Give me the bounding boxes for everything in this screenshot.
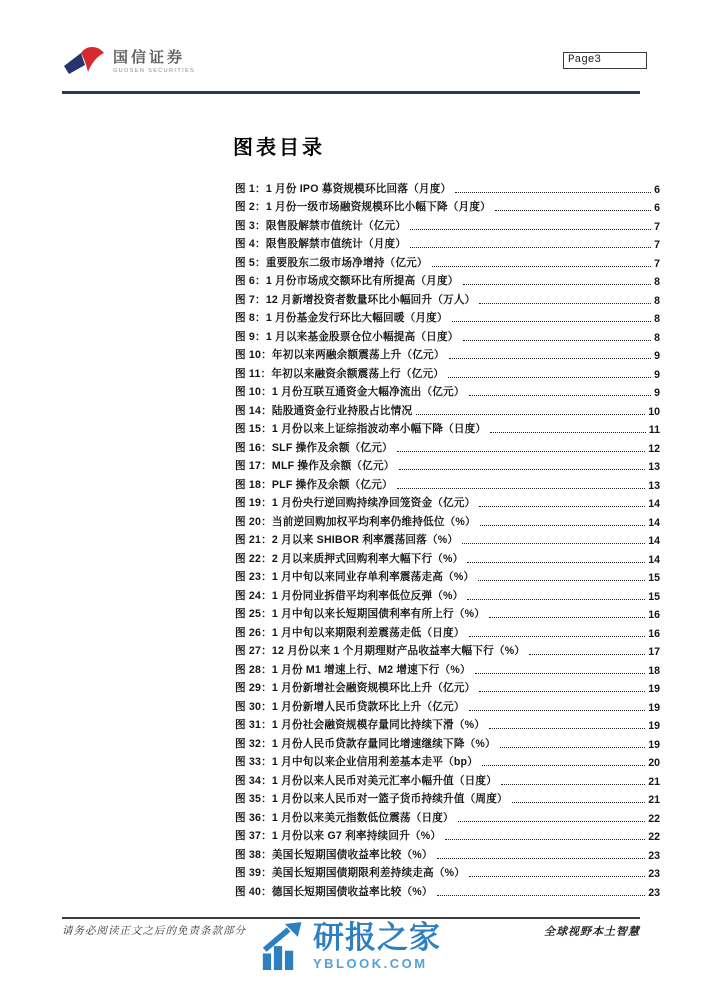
toc-dot-leader <box>479 303 651 304</box>
toc-entry-text: 图 1：1 月份 IPO 募资规模环比回落（月度） <box>235 182 452 195</box>
toc-page-number: 7 <box>654 239 660 251</box>
toc-dot-leader <box>437 895 646 896</box>
toc-page-number: 16 <box>648 609 660 621</box>
toc-dot-leader <box>482 765 645 766</box>
watermark <box>0 922 702 972</box>
toc-entry-text: 图 30：1 月份新增人民币贷款环比上升（亿元） <box>235 700 465 713</box>
toc-entry <box>235 381 660 400</box>
toc-entry <box>235 177 660 196</box>
toc-dot-leader <box>448 377 651 378</box>
toc-dot-leader <box>478 580 645 581</box>
toc-entry <box>235 880 660 899</box>
toc-entry-text: 图 31：1 月份社会融资规模存量同比持续下滑（%） <box>235 719 486 731</box>
toc-entry <box>235 751 660 770</box>
brand-logo <box>62 46 195 78</box>
toc-entry-text: 图 37：1 月份以来 G7 利率持续回升（%） <box>235 830 442 842</box>
toc-page-number: 13 <box>648 479 660 492</box>
toc-entry-text: 图 19：1 月份央行逆回购持续净回笼资金（亿元） <box>235 497 476 509</box>
toc-entry <box>235 492 660 511</box>
toc-dot-leader <box>410 229 651 230</box>
toc-dot-leader <box>467 562 645 563</box>
toc-page-number: 9 <box>654 368 660 381</box>
toc-entry <box>235 529 660 548</box>
toc-dot-leader <box>500 747 645 748</box>
toc-page-number: 19 <box>648 738 660 751</box>
toc-page-number: 21 <box>648 775 660 788</box>
toc-page-number: 22 <box>648 831 660 843</box>
toc-page-number: 22 <box>648 812 660 825</box>
toc-dot-leader <box>452 321 651 322</box>
toc-entry-text: 图 39：美国长短期国债期限利差持续走高（%） <box>235 867 466 879</box>
toc-entry-text: 图 3：限售股解禁市值统计（亿元） <box>235 219 407 232</box>
toc-entry <box>235 584 660 603</box>
toc-dot-leader <box>397 488 645 489</box>
toc-dot-leader <box>416 414 645 415</box>
toc-entry-text: 图 28：1 月份 M1 增速上行、M2 增速下行（%） <box>235 663 471 676</box>
watermark-title: 研报之家 <box>313 920 441 955</box>
toc-entry <box>235 603 660 622</box>
toc-dot-leader <box>501 784 645 785</box>
toc-page-number: 8 <box>654 313 660 325</box>
toc-dot-leader <box>475 673 645 674</box>
toc-entry-text: 图 5：重要股东二级市场净增持（亿元） <box>235 256 428 269</box>
toc-dot-leader <box>437 858 646 859</box>
toc-entry <box>235 714 660 733</box>
toc-page-number: 17 <box>648 646 660 658</box>
watermark-chart-icon <box>261 922 307 972</box>
toc-entry <box>235 825 660 844</box>
toc-entry <box>235 732 660 751</box>
toc-page-number: 13 <box>648 461 660 473</box>
toc-dot-leader <box>489 617 645 618</box>
toc-page-number: 21 <box>648 794 660 806</box>
toc-dot-leader <box>399 469 646 470</box>
toc-dot-leader <box>469 876 645 877</box>
toc-entry <box>235 251 660 270</box>
toc-entry <box>235 658 660 677</box>
toc-dot-leader <box>469 636 646 637</box>
watermark-text <box>313 922 441 971</box>
toc-entry-text: 图 14：陆股通资金行业持股占比情况 <box>235 404 413 417</box>
toc-entry-text: 图 20：当前逆回购加权平均利率仍维持低位（%） <box>235 515 476 528</box>
toc-page-number: 9 <box>654 350 660 362</box>
footer-slogan: 全球视野本土智慧 <box>544 926 640 938</box>
toc-dot-leader <box>479 506 645 507</box>
toc-entry <box>235 399 660 418</box>
guosen-logo-icon <box>62 46 106 78</box>
brand-name-en: GUOSEN SECURITIES <box>113 68 196 75</box>
toc-entry <box>235 362 660 381</box>
toc-entry <box>235 677 660 696</box>
toc-page-number: 8 <box>654 294 660 307</box>
toc-entry-text: 图 32：1 月份人民币贷款存量同比增速继续下降（%） <box>235 737 496 750</box>
toc-entry-text: 图 33：1 月中旬以来企业信用利差基本走平（bp） <box>235 756 478 768</box>
toc-dot-leader <box>469 710 646 711</box>
toc-page-number: 14 <box>648 498 660 510</box>
toc-page-number: 10 <box>648 405 660 418</box>
toc-dot-leader <box>432 266 651 267</box>
toc-entry <box>235 862 660 881</box>
toc-page-number: 19 <box>648 720 660 732</box>
toc-entry-text: 图 6：1 月份市场成交额环比有所提高（月度） <box>235 275 459 287</box>
toc-page-number: 14 <box>648 516 660 529</box>
toc-dot-leader <box>469 395 651 396</box>
footer-disclaimer: 请务必阅读正文之后的免责条款部分 <box>62 926 246 937</box>
toc-page-number: 20 <box>648 757 660 769</box>
toc-entry-text: 图 10：1 月份互联互通资金大幅净流出（亿元） <box>235 386 465 398</box>
toc-dot-leader <box>449 358 651 359</box>
toc-dot-leader <box>445 839 645 840</box>
toc-dot-leader <box>397 451 645 452</box>
toc-title: 图表目录 <box>233 137 325 159</box>
toc-entry <box>235 288 660 307</box>
toc-entry-text: 图 22：2 月以来质押式回购利率大幅下行（%） <box>235 552 464 565</box>
toc-page-number: 15 <box>648 590 660 603</box>
toc-page-number: 19 <box>648 683 660 695</box>
toc-entry-text: 图 15：1 月份以来上证综指波动率小幅下降（日度） <box>235 423 487 435</box>
toc-entry <box>235 547 660 566</box>
toc-entry-text: 图 8：1 月份基金发行环比大幅回暖（月度） <box>235 312 448 324</box>
toc-entry <box>235 418 660 437</box>
toc-entry <box>235 806 660 825</box>
toc-entry <box>235 436 660 455</box>
toc-dot-leader <box>463 340 652 341</box>
header-divider <box>62 91 640 94</box>
toc-dot-leader <box>495 210 651 211</box>
toc-entry-text: 图 23：1 月中旬以来同业存单利率震荡走高（%） <box>235 571 475 583</box>
toc-entry <box>235 233 660 252</box>
toc-entry <box>235 510 660 529</box>
toc-entry <box>235 455 660 474</box>
toc-entry-text: 图 40：德国长短期国债收益率比较（%） <box>235 885 433 898</box>
toc-dot-leader <box>462 543 645 544</box>
toc-entry-text: 图 36：1 月份以来美元指数低位震荡（日度） <box>235 811 454 824</box>
toc-entry <box>235 344 660 363</box>
toc-dot-leader <box>512 802 645 803</box>
toc-page-number: 23 <box>648 849 660 862</box>
toc-page-number: 8 <box>654 331 660 344</box>
toc-dot-leader <box>467 599 645 600</box>
toc-list <box>235 177 660 899</box>
toc-entry-text: 图 10：年初以来两融余额震荡上升（亿元） <box>235 349 445 361</box>
toc-page-number: 15 <box>648 572 660 584</box>
toc-entry-text: 图 4：限售股解禁市值统计（月度） <box>235 238 407 250</box>
toc-entry-text: 图 26：1 月中旬以来期限利差震荡走低（日度） <box>235 626 465 639</box>
toc-dot-leader <box>463 284 652 285</box>
brand-name-cn: 国信证券 <box>113 48 186 66</box>
toc-entry-text: 图 29：1 月份新增社会融资规模环比上升（亿元） <box>235 682 476 694</box>
toc-page-number: 23 <box>648 868 660 880</box>
toc-entry-text: 图 17：MLF 操作及余额（亿元） <box>235 460 395 472</box>
toc-entry-text: 图 27：12 月份以来 1 个月期理财产品收益率大幅下行（%） <box>235 645 526 657</box>
toc-entry <box>235 640 660 659</box>
toc-page-number: 19 <box>648 701 660 714</box>
toc-entry <box>235 788 660 807</box>
toc-entry-text: 图 18：PLF 操作及余额（亿元） <box>235 478 393 491</box>
toc-entry <box>235 769 660 788</box>
toc-dot-leader <box>455 192 651 193</box>
toc-dot-leader <box>410 247 651 248</box>
toc-dot-leader <box>489 728 645 729</box>
toc-entry-text: 图 11：年初以来融资余额震荡上行（亿元） <box>235 367 445 380</box>
toc-page-number: 7 <box>654 220 660 233</box>
watermark-site: YBLOOK.COM <box>313 955 428 971</box>
toc-entry-text: 图 16：SLF 操作及余额（亿元） <box>235 441 393 454</box>
toc-dot-leader <box>458 821 645 822</box>
toc-entry <box>235 196 660 215</box>
toc-page-number: 18 <box>648 664 660 677</box>
toc-entry <box>235 843 660 862</box>
toc-page-number: 16 <box>648 627 660 640</box>
toc-entry-text: 图 9：1 月以来基金股票仓位小幅提高（日度） <box>235 330 459 343</box>
toc-entry <box>235 270 660 289</box>
toc-entry <box>235 566 660 585</box>
toc-entry-text: 图 21：2 月以来 SHIBOR 利率震荡回落（%） <box>235 534 459 546</box>
toc-page-number: 12 <box>648 442 660 455</box>
toc-entry-text: 图 34：1 月份以来人民币对美元汇率小幅升值（日度） <box>235 774 498 787</box>
toc-page-number: 11 <box>648 424 660 436</box>
toc-entry <box>235 621 660 640</box>
toc-entry <box>235 307 660 326</box>
toc-page-number: 14 <box>648 535 660 547</box>
toc-entry <box>235 695 660 714</box>
toc-entry-text: 图 38：美国长短期国债收益率比较（%） <box>235 848 433 861</box>
toc-page-number: 23 <box>648 886 660 899</box>
toc-page-number: 9 <box>654 387 660 399</box>
toc-page-number: 14 <box>648 553 660 566</box>
toc-entry-text: 图 35：1 月份以来人民币对一篮子货币持续升值（周度） <box>235 793 508 805</box>
toc-entry <box>235 325 660 344</box>
toc-dot-leader <box>529 654 645 655</box>
footer-divider <box>62 917 640 919</box>
toc-dot-leader <box>490 432 646 433</box>
toc-entry <box>235 473 660 492</box>
toc-entry-text: 图 2：1 月份一级市场融资规模环比小幅下降（月度） <box>235 201 491 213</box>
toc-entry-text: 图 7：12 月新增投资者数量环比小幅回升（万人） <box>235 293 476 306</box>
page-number-box: Page3 <box>563 52 647 69</box>
toc-page-number: 7 <box>654 257 660 270</box>
toc-page-number: 6 <box>654 183 660 196</box>
toc-dot-leader <box>479 691 645 692</box>
brand-text <box>113 50 195 75</box>
toc-entry <box>235 214 660 233</box>
toc-dot-leader <box>480 525 645 526</box>
toc-page-number: 8 <box>654 276 660 288</box>
toc-entry-text: 图 25：1 月中旬以来长短期国债利率有所上行（%） <box>235 608 486 620</box>
toc-page-number: 6 <box>654 202 660 214</box>
toc-entry-text: 图 24：1 月份同业拆借平均利率低位反弹（%） <box>235 589 464 602</box>
